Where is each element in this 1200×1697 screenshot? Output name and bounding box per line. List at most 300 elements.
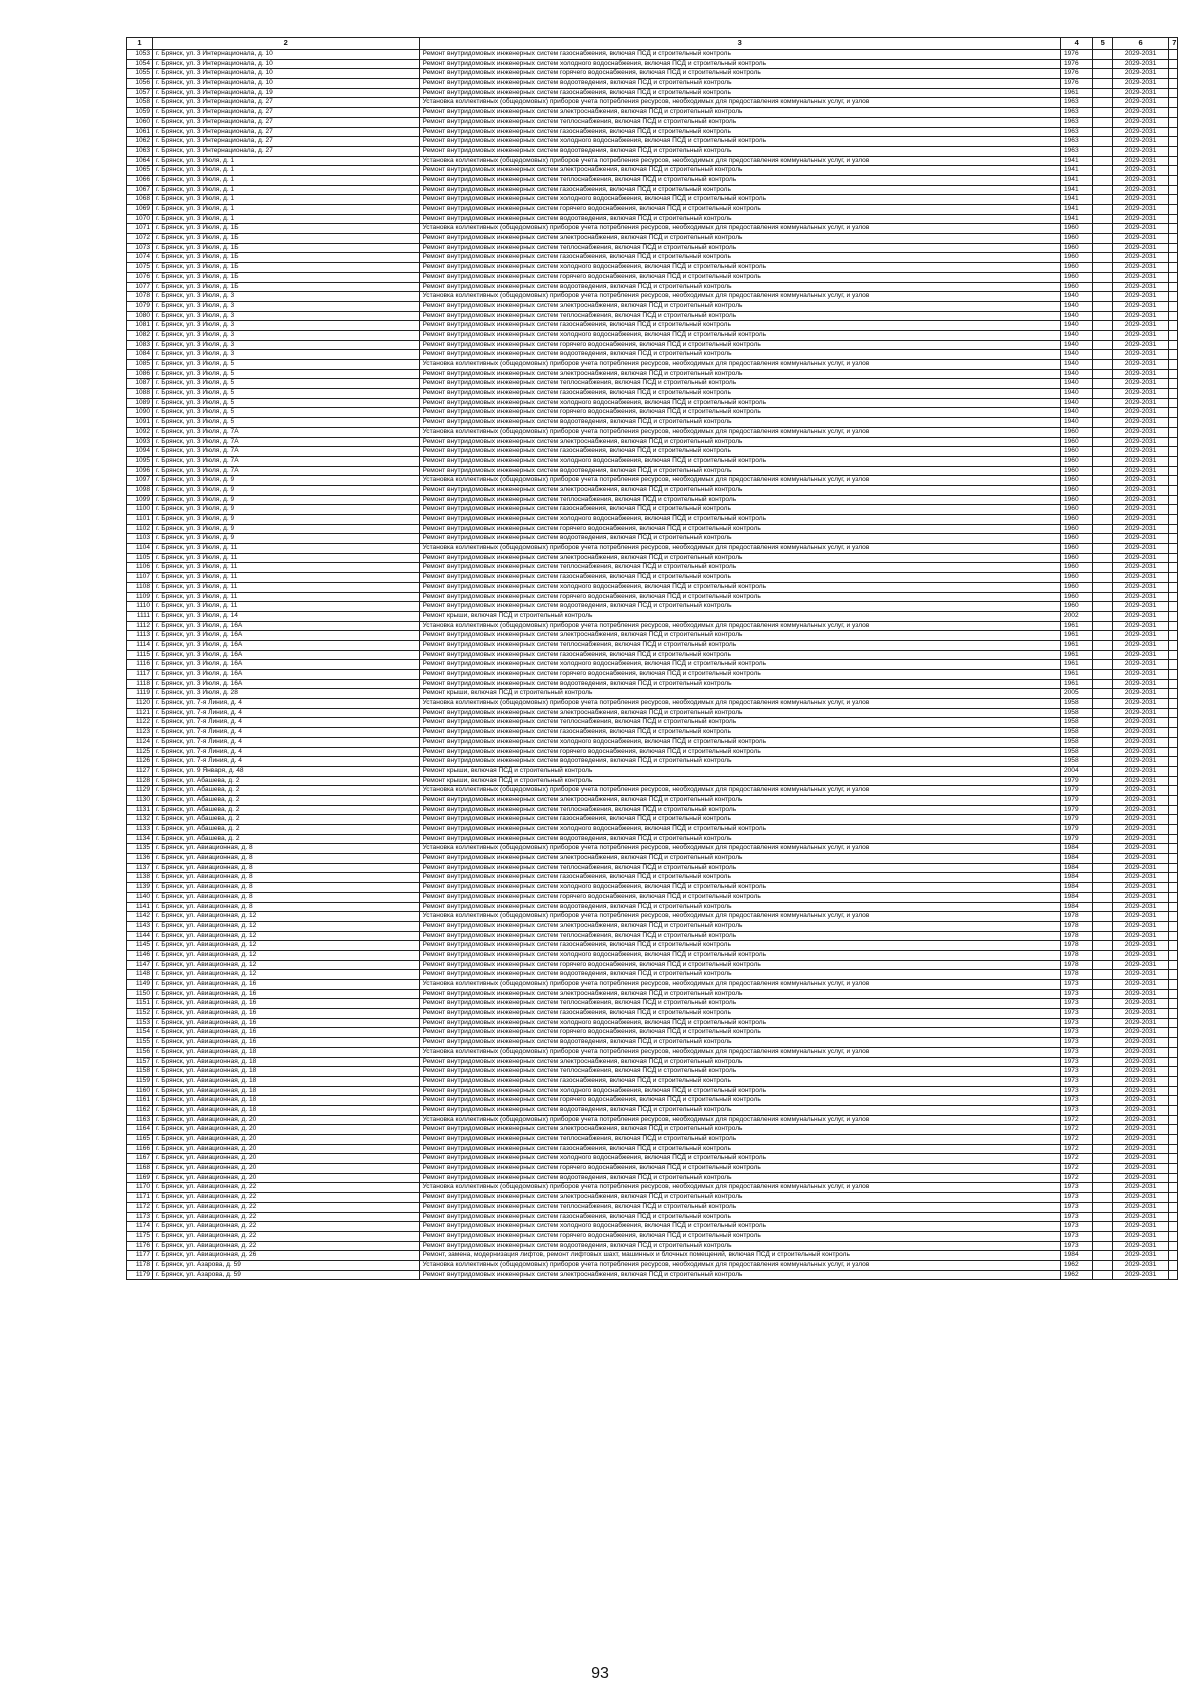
planned-period-cell: 2029-2031 — [1112, 1018, 1168, 1028]
table-row — [127, 418, 1178, 428]
planned-period-cell: 2029-2031 — [1112, 282, 1168, 292]
planned-period-cell: 2029-2031 — [1112, 379, 1168, 389]
address-cell: г. Брянск, ул. 3 Интернационала, д. 27 — [153, 108, 420, 118]
table-row — [127, 137, 1178, 147]
year-built-cell: 1984 — [1060, 902, 1093, 912]
planned-period-cell: 2029-2031 — [1112, 214, 1168, 224]
year-built-cell: 1973 — [1060, 980, 1093, 990]
row-number-cell: 1170 — [127, 1183, 153, 1193]
work-type-cell: Ремонт внутридомовых инженерных систем горячего водоснабжения, включая ПСД и строительный контроль — [419, 1231, 1060, 1241]
row-number-cell: 1164 — [127, 1125, 153, 1135]
planned-period-cell: 2029-2031 — [1112, 253, 1168, 263]
planned-period-cell: 2029-2031 — [1112, 1105, 1168, 1115]
empty-col-5-cell — [1093, 689, 1113, 699]
empty-col-7-cell — [1169, 175, 1178, 185]
planned-period-cell: 2029-2031 — [1112, 660, 1168, 670]
table-row — [127, 466, 1178, 476]
year-built-cell: 1972 — [1060, 1115, 1093, 1125]
empty-col-5-cell — [1093, 999, 1113, 1009]
year-built-cell: 1958 — [1060, 757, 1093, 767]
year-built-cell: 1940 — [1060, 418, 1093, 428]
empty-col-7-cell — [1169, 815, 1178, 825]
empty-col-7-cell — [1169, 1009, 1178, 1019]
empty-col-5-cell — [1093, 205, 1113, 215]
year-built-cell: 1960 — [1060, 447, 1093, 457]
empty-col-7-cell — [1169, 224, 1178, 234]
work-type-cell: Ремонт, замена, модернизация лифтов, ремонт лифтовых шахт, машинных и блочных помещений, включая ПСД и строительный контроль — [419, 1251, 1060, 1261]
capital-repair-table — [126, 37, 1178, 1280]
table-row — [127, 834, 1178, 844]
empty-col-5-cell — [1093, 1183, 1113, 1193]
empty-col-7-cell — [1169, 640, 1178, 650]
header-col-6: 6 — [1112, 38, 1168, 50]
table-row — [127, 1096, 1178, 1106]
work-type-cell: Ремонт внутридомовых инженерных систем водоотведения, включая ПСД и строительный контроль — [419, 418, 1060, 428]
table-row — [127, 611, 1178, 621]
row-number-cell: 1060 — [127, 117, 153, 127]
empty-col-7-cell — [1169, 631, 1178, 641]
empty-col-7-cell — [1169, 185, 1178, 195]
year-built-cell: 1940 — [1060, 379, 1093, 389]
empty-col-5-cell — [1093, 931, 1113, 941]
empty-col-5-cell — [1093, 1241, 1113, 1251]
planned-period-cell: 2029-2031 — [1112, 137, 1168, 147]
table-row — [127, 253, 1178, 263]
empty-col-7-cell — [1169, 447, 1178, 457]
work-type-cell: Установка коллективных (общедомовых) приборов учета потребления ресурсов, необходимых для предоставления коммунальных услуг, и узлов — [419, 98, 1060, 108]
empty-col-7-cell — [1169, 931, 1178, 941]
work-type-cell: Ремонт внутридомовых инженерных систем горячего водоснабжения, включая ПСД и строительный контроль — [419, 747, 1060, 757]
empty-col-5-cell — [1093, 1057, 1113, 1067]
planned-period-cell: 2029-2031 — [1112, 834, 1168, 844]
empty-col-5-cell — [1093, 495, 1113, 505]
year-built-cell: 1940 — [1060, 398, 1093, 408]
row-number-cell: 1163 — [127, 1115, 153, 1125]
row-number-cell: 1169 — [127, 1173, 153, 1183]
work-type-cell: Ремонт внутридомовых инженерных систем теплоснабжения, включая ПСД и строительный контроль — [419, 1202, 1060, 1212]
work-type-cell: Ремонт внутридомовых инженерных систем холодного водоснабжения, включая ПСД и строительный контроль — [419, 1222, 1060, 1232]
year-built-cell: 1960 — [1060, 553, 1093, 563]
empty-col-7-cell — [1169, 1183, 1178, 1193]
year-built-cell: 1978 — [1060, 950, 1093, 960]
row-number-cell: 1140 — [127, 892, 153, 902]
table-row — [127, 873, 1178, 883]
work-type-cell: Ремонт внутридомовых инженерных систем электроснабжения, включая ПСД и строительный контроль — [419, 989, 1060, 999]
empty-col-7-cell — [1169, 1193, 1178, 1203]
row-number-cell: 1147 — [127, 960, 153, 970]
work-type-cell: Ремонт внутридомовых инженерных систем водоотведения, включая ПСД и строительный контроль — [419, 1241, 1060, 1251]
address-cell: г. Брянск, ул. 3 Интернационала, д. 27 — [153, 137, 420, 147]
planned-period-cell: 2029-2031 — [1112, 1067, 1168, 1077]
empty-col-5-cell — [1093, 1028, 1113, 1038]
empty-col-5-cell — [1093, 941, 1113, 951]
row-number-cell: 1059 — [127, 108, 153, 118]
table-row — [127, 1154, 1178, 1164]
table-row — [127, 786, 1178, 796]
empty-col-5-cell — [1093, 369, 1113, 379]
empty-col-7-cell — [1169, 699, 1178, 709]
year-built-cell: 1961 — [1060, 621, 1093, 631]
empty-col-7-cell — [1169, 59, 1178, 69]
row-number-cell: 1166 — [127, 1144, 153, 1154]
year-built-cell: 1984 — [1060, 883, 1093, 893]
empty-col-5-cell — [1093, 59, 1113, 69]
planned-period-cell: 2029-2031 — [1112, 292, 1168, 302]
row-number-cell: 1176 — [127, 1241, 153, 1251]
planned-period-cell: 2029-2031 — [1112, 941, 1168, 951]
table-row — [127, 127, 1178, 137]
work-type-cell: Ремонт крыши, включая ПСД и строительный контроль — [419, 776, 1060, 786]
table-row — [127, 1260, 1178, 1270]
work-type-cell: Ремонт внутридомовых инженерных систем холодного водоснабжения, включая ПСД и строительный контроль — [419, 398, 1060, 408]
row-number-cell: 1083 — [127, 340, 153, 350]
empty-col-5-cell — [1093, 1018, 1113, 1028]
planned-period-cell: 2029-2031 — [1112, 456, 1168, 466]
work-type-cell: Ремонт внутридомовых инженерных систем теплоснабжения, включая ПСД и строительный контроль — [419, 1067, 1060, 1077]
header-col-1: 1 — [127, 38, 153, 50]
table-row — [127, 825, 1178, 835]
empty-col-5-cell — [1093, 79, 1113, 89]
planned-period-cell: 2029-2031 — [1112, 321, 1168, 331]
planned-period-cell: 2029-2031 — [1112, 408, 1168, 418]
empty-col-7-cell — [1169, 795, 1178, 805]
work-type-cell: Ремонт внутридомовых инженерных систем холодного водоснабжения, включая ПСД и строительный контроль — [419, 737, 1060, 747]
year-built-cell: 1973 — [1060, 1009, 1093, 1019]
planned-period-cell: 2029-2031 — [1112, 466, 1168, 476]
year-built-cell: 1961 — [1060, 650, 1093, 660]
year-built-cell: 1972 — [1060, 1144, 1093, 1154]
address-cell: г. Брянск, ул. Абашева, д. 2 — [153, 815, 420, 825]
row-number-cell: 1068 — [127, 195, 153, 205]
empty-col-7-cell — [1169, 369, 1178, 379]
row-number-cell: 1141 — [127, 902, 153, 912]
empty-col-7-cell — [1169, 321, 1178, 331]
empty-col-5-cell — [1093, 1067, 1113, 1077]
planned-period-cell: 2029-2031 — [1112, 912, 1168, 922]
work-type-cell: Ремонт внутридомовых инженерных систем горячего водоснабжения, включая ПСД и строительный контроль — [419, 69, 1060, 79]
empty-col-7-cell — [1169, 1241, 1178, 1251]
address-cell: г. Брянск, ул. 3 Июля, д. 16А — [153, 679, 420, 689]
year-built-cell: 1940 — [1060, 292, 1093, 302]
address-cell: г. Брянск, ул. 3 Июля, д. 16А — [153, 670, 420, 680]
empty-col-7-cell — [1169, 1105, 1178, 1115]
empty-col-7-cell — [1169, 330, 1178, 340]
table-row — [127, 301, 1178, 311]
empty-col-5-cell — [1093, 311, 1113, 321]
planned-period-cell: 2029-2031 — [1112, 1028, 1168, 1038]
address-cell: г. Брянск, ул. 3 Июля, д. 5 — [153, 389, 420, 399]
page-number: 93 — [591, 1665, 609, 1682]
row-number-cell: 1070 — [127, 214, 153, 224]
planned-period-cell: 2029-2031 — [1112, 766, 1168, 776]
table-body — [127, 50, 1178, 1280]
empty-col-5-cell — [1093, 166, 1113, 176]
year-built-cell: 1978 — [1060, 960, 1093, 970]
address-cell: г. Брянск, ул. 3 Июля, д. 1 — [153, 195, 420, 205]
year-built-cell: 1984 — [1060, 863, 1093, 873]
year-built-cell: 1972 — [1060, 1135, 1093, 1145]
work-type-cell: Ремонт внутридомовых инженерных систем электроснабжения, включая ПСД и строительный контроль — [419, 369, 1060, 379]
empty-col-5-cell — [1093, 350, 1113, 360]
table-row — [127, 912, 1178, 922]
year-built-cell: 1984 — [1060, 892, 1093, 902]
row-number-cell: 1118 — [127, 679, 153, 689]
row-number-cell: 1087 — [127, 379, 153, 389]
year-built-cell: 1960 — [1060, 563, 1093, 573]
empty-col-7-cell — [1169, 88, 1178, 98]
work-type-cell: Ремонт внутридомовых инженерных систем холодного водоснабжения, включая ПСД и строительный контроль — [419, 330, 1060, 340]
row-number-cell: 1174 — [127, 1222, 153, 1232]
year-built-cell: 1973 — [1060, 1222, 1093, 1232]
work-type-cell: Ремонт внутридомовых инженерных систем горячего водоснабжения, включая ПСД и строительный контроль — [419, 1164, 1060, 1174]
work-type-cell: Ремонт внутридомовых инженерных систем холодного водоснабжения, включая ПСД и строительный контроль — [419, 1086, 1060, 1096]
empty-col-5-cell — [1093, 573, 1113, 583]
empty-col-5-cell — [1093, 360, 1113, 370]
address-cell: г. Брянск, ул. Авиационная, д. 20 — [153, 1115, 420, 1125]
empty-col-5-cell — [1093, 553, 1113, 563]
year-built-cell: 1963 — [1060, 137, 1093, 147]
empty-col-5-cell — [1093, 1193, 1113, 1203]
planned-period-cell: 2029-2031 — [1112, 844, 1168, 854]
address-cell: г. Брянск, ул. 7-я Линия, д. 4 — [153, 699, 420, 709]
empty-col-5-cell — [1093, 243, 1113, 253]
address-cell: г. Брянск, ул. 3 Июля, д. 16А — [153, 650, 420, 660]
empty-col-7-cell — [1169, 921, 1178, 931]
year-built-cell: 1960 — [1060, 282, 1093, 292]
address-cell: г. Брянск, ул. 3 Июля, д. 16А — [153, 640, 420, 650]
row-number-cell: 1092 — [127, 427, 153, 437]
row-number-cell: 1119 — [127, 689, 153, 699]
work-type-cell: Ремонт внутридомовых инженерных систем теплоснабжения, включая ПСД и строительный контроль — [419, 311, 1060, 321]
row-number-cell: 1126 — [127, 757, 153, 767]
row-number-cell: 1148 — [127, 970, 153, 980]
table-row — [127, 902, 1178, 912]
year-built-cell: 1963 — [1060, 108, 1093, 118]
planned-period-cell: 2029-2031 — [1112, 166, 1168, 176]
address-cell: г. Брянск, ул. Абашева, д. 2 — [153, 825, 420, 835]
work-type-cell: Ремонт внутридомовых инженерных систем холодного водоснабжения, включая ПСД и строительный контроль — [419, 263, 1060, 273]
row-number-cell: 1151 — [127, 999, 153, 1009]
planned-period-cell: 2029-2031 — [1112, 175, 1168, 185]
row-number-cell: 1133 — [127, 825, 153, 835]
empty-col-7-cell — [1169, 476, 1178, 486]
table-row — [127, 505, 1178, 515]
row-number-cell: 1154 — [127, 1028, 153, 1038]
table-row — [127, 1009, 1178, 1019]
year-built-cell: 1940 — [1060, 408, 1093, 418]
empty-col-5-cell — [1093, 1105, 1113, 1115]
address-cell: г. Брянск, ул. 3 Июля, д. 1Б — [153, 282, 420, 292]
empty-col-7-cell — [1169, 418, 1178, 428]
address-cell: г. Брянск, ул. 3 Июля, д. 16А — [153, 660, 420, 670]
table-row — [127, 485, 1178, 495]
row-number-cell: 1063 — [127, 146, 153, 156]
address-cell: г. Брянск, ул. 3 Июля, д. 7А — [153, 427, 420, 437]
year-built-cell: 1979 — [1060, 825, 1093, 835]
year-built-cell: 1940 — [1060, 301, 1093, 311]
work-type-cell: Ремонт внутридомовых инженерных систем газоснабжения, включая ПСД и строительный контроль — [419, 573, 1060, 583]
planned-period-cell: 2029-2031 — [1112, 863, 1168, 873]
row-number-cell: 1159 — [127, 1076, 153, 1086]
year-built-cell: 1961 — [1060, 679, 1093, 689]
table-row — [127, 718, 1178, 728]
table-row — [127, 747, 1178, 757]
planned-period-cell: 2029-2031 — [1112, 553, 1168, 563]
work-type-cell: Ремонт внутридомовых инженерных систем горячего водоснабжения, включая ПСД и строительный контроль — [419, 340, 1060, 350]
work-type-cell: Ремонт крыши, включая ПСД и строительный контроль — [419, 766, 1060, 776]
planned-period-cell: 2029-2031 — [1112, 485, 1168, 495]
planned-period-cell: 2029-2031 — [1112, 602, 1168, 612]
empty-col-7-cell — [1169, 272, 1178, 282]
year-built-cell: 1960 — [1060, 505, 1093, 515]
address-cell: г. Брянск, ул. 3 Июля, д. 3 — [153, 311, 420, 321]
row-number-cell: 1097 — [127, 476, 153, 486]
row-number-cell: 1137 — [127, 863, 153, 873]
table-row — [127, 970, 1178, 980]
planned-period-cell: 2029-2031 — [1112, 980, 1168, 990]
row-number-cell: 1062 — [127, 137, 153, 147]
table-row — [127, 272, 1178, 282]
address-cell: г. Брянск, ул. 3 Интернационала, д. 27 — [153, 146, 420, 156]
empty-col-5-cell — [1093, 815, 1113, 825]
work-type-cell: Ремонт внутридомовых инженерных систем газоснабжения, включая ПСД и строительный контроль — [419, 447, 1060, 457]
empty-col-5-cell — [1093, 544, 1113, 554]
empty-col-7-cell — [1169, 253, 1178, 263]
year-built-cell: 1941 — [1060, 156, 1093, 166]
empty-col-5-cell — [1093, 1076, 1113, 1086]
empty-col-7-cell — [1169, 456, 1178, 466]
empty-col-7-cell — [1169, 1212, 1178, 1222]
address-cell: г. Брянск, ул. 3 Июля, д. 7А — [153, 456, 420, 466]
work-type-cell: Ремонт внутридомовых инженерных систем горячего водоснабжения, включая ПСД и строительный контроль — [419, 960, 1060, 970]
empty-col-7-cell — [1169, 340, 1178, 350]
empty-col-7-cell — [1169, 1202, 1178, 1212]
year-built-cell: 1973 — [1060, 1202, 1093, 1212]
planned-period-cell: 2029-2031 — [1112, 621, 1168, 631]
address-cell: г. Брянск, ул. 3 Интернационала, д. 27 — [153, 98, 420, 108]
work-type-cell: Ремонт внутридомовых инженерных систем холодного водоснабжения, включая ПСД и строительный контроль — [419, 456, 1060, 466]
work-type-cell: Ремонт внутридомовых инженерных систем электроснабжения, включая ПСД и строительный контроль — [419, 108, 1060, 118]
year-built-cell: 1958 — [1060, 708, 1093, 718]
year-built-cell: 1979 — [1060, 776, 1093, 786]
address-cell: г. Брянск, ул. Авиационная, д. 20 — [153, 1135, 420, 1145]
row-number-cell: 1131 — [127, 805, 153, 815]
address-cell: г. Брянск, ул. Авиационная, д. 18 — [153, 1057, 420, 1067]
year-built-cell: 1961 — [1060, 631, 1093, 641]
work-type-cell: Ремонт внутридомовых инженерных систем газоснабжения, включая ПСД и строительный контроль — [419, 1212, 1060, 1222]
address-cell: г. Брянск, ул. 3 Июля, д. 3 — [153, 340, 420, 350]
planned-period-cell: 2029-2031 — [1112, 59, 1168, 69]
table-row — [127, 1202, 1178, 1212]
planned-period-cell: 2029-2031 — [1112, 921, 1168, 931]
empty-col-5-cell — [1093, 699, 1113, 709]
planned-period-cell: 2029-2031 — [1112, 369, 1168, 379]
work-type-cell: Ремонт внутридомовых инженерных систем электроснабжения, включая ПСД и строительный контроль — [419, 166, 1060, 176]
empty-col-7-cell — [1169, 1251, 1178, 1261]
row-number-cell: 1086 — [127, 369, 153, 379]
year-built-cell: 1940 — [1060, 389, 1093, 399]
row-number-cell: 1091 — [127, 418, 153, 428]
empty-col-7-cell — [1169, 1047, 1178, 1057]
table-row — [127, 941, 1178, 951]
empty-col-5-cell — [1093, 292, 1113, 302]
empty-col-7-cell — [1169, 553, 1178, 563]
work-type-cell: Ремонт внутридомовых инженерных систем теплоснабжения, включая ПСД и строительный контроль — [419, 117, 1060, 127]
table-row — [127, 195, 1178, 205]
empty-col-7-cell — [1169, 650, 1178, 660]
year-built-cell: 1941 — [1060, 166, 1093, 176]
empty-col-7-cell — [1169, 234, 1178, 244]
planned-period-cell: 2029-2031 — [1112, 1086, 1168, 1096]
year-built-cell: 1958 — [1060, 699, 1093, 709]
header-col-2: 2 — [153, 38, 420, 50]
empty-col-5-cell — [1093, 330, 1113, 340]
year-built-cell: 1978 — [1060, 941, 1093, 951]
row-number-cell: 1102 — [127, 524, 153, 534]
empty-col-7-cell — [1169, 892, 1178, 902]
address-cell: г. Брянск, ул. 3 Июля, д. 11 — [153, 544, 420, 554]
year-built-cell: 1973 — [1060, 1067, 1093, 1077]
year-built-cell: 1960 — [1060, 544, 1093, 554]
table-row — [127, 108, 1178, 118]
table-row — [127, 815, 1178, 825]
table-row — [127, 989, 1178, 999]
table-row — [127, 892, 1178, 902]
row-number-cell: 1108 — [127, 582, 153, 592]
planned-period-cell: 2029-2031 — [1112, 699, 1168, 709]
empty-col-5-cell — [1093, 1164, 1113, 1174]
table-row — [127, 369, 1178, 379]
address-cell: г. Брянск, ул. 3 Июля, д. 9 — [153, 495, 420, 505]
table-row — [127, 1076, 1178, 1086]
work-type-cell: Ремонт внутридомовых инженерных систем газоснабжения, включая ПСД и строительный контроль — [419, 1144, 1060, 1154]
table-row — [127, 427, 1178, 437]
row-number-cell: 1103 — [127, 534, 153, 544]
work-type-cell: Ремонт внутридомовых инженерных систем теплоснабжения, включая ПСД и строительный контроль — [419, 243, 1060, 253]
empty-col-7-cell — [1169, 970, 1178, 980]
year-built-cell: 1960 — [1060, 263, 1093, 273]
empty-col-7-cell — [1169, 350, 1178, 360]
planned-period-cell: 2029-2031 — [1112, 650, 1168, 660]
year-built-cell: 2002 — [1060, 611, 1093, 621]
empty-col-7-cell — [1169, 243, 1178, 253]
work-type-cell: Установка коллективных (общедомовых) приборов учета потребления ресурсов, необходимых для предоставления коммунальных услуг, и узлов — [419, 360, 1060, 370]
empty-col-7-cell — [1169, 495, 1178, 505]
row-number-cell: 1105 — [127, 553, 153, 563]
empty-col-5-cell — [1093, 1270, 1113, 1280]
empty-col-5-cell — [1093, 505, 1113, 515]
row-number-cell: 1143 — [127, 921, 153, 931]
work-type-cell: Ремонт крыши, включая ПСД и строительный контроль — [419, 689, 1060, 699]
empty-col-5-cell — [1093, 563, 1113, 573]
empty-col-7-cell — [1169, 379, 1178, 389]
year-built-cell: 1984 — [1060, 873, 1093, 883]
row-number-cell: 1058 — [127, 98, 153, 108]
row-number-cell: 1106 — [127, 563, 153, 573]
address-cell: г. Брянск, ул. Абашева, д. 2 — [153, 834, 420, 844]
address-cell: г. Брянск, ул. Авиационная, д. 18 — [153, 1096, 420, 1106]
work-type-cell: Ремонт внутридомовых инженерных систем водоотведения, включая ПСД и строительный контроль — [419, 214, 1060, 224]
year-built-cell: 1978 — [1060, 912, 1093, 922]
planned-period-cell: 2029-2031 — [1112, 1047, 1168, 1057]
table-row — [127, 931, 1178, 941]
empty-col-5-cell — [1093, 718, 1113, 728]
empty-col-5-cell — [1093, 708, 1113, 718]
address-cell: г. Брянск, ул. Авиационная, д. 22 — [153, 1231, 420, 1241]
planned-period-cell: 2029-2031 — [1112, 301, 1168, 311]
row-number-cell: 1135 — [127, 844, 153, 854]
row-number-cell: 1053 — [127, 50, 153, 60]
